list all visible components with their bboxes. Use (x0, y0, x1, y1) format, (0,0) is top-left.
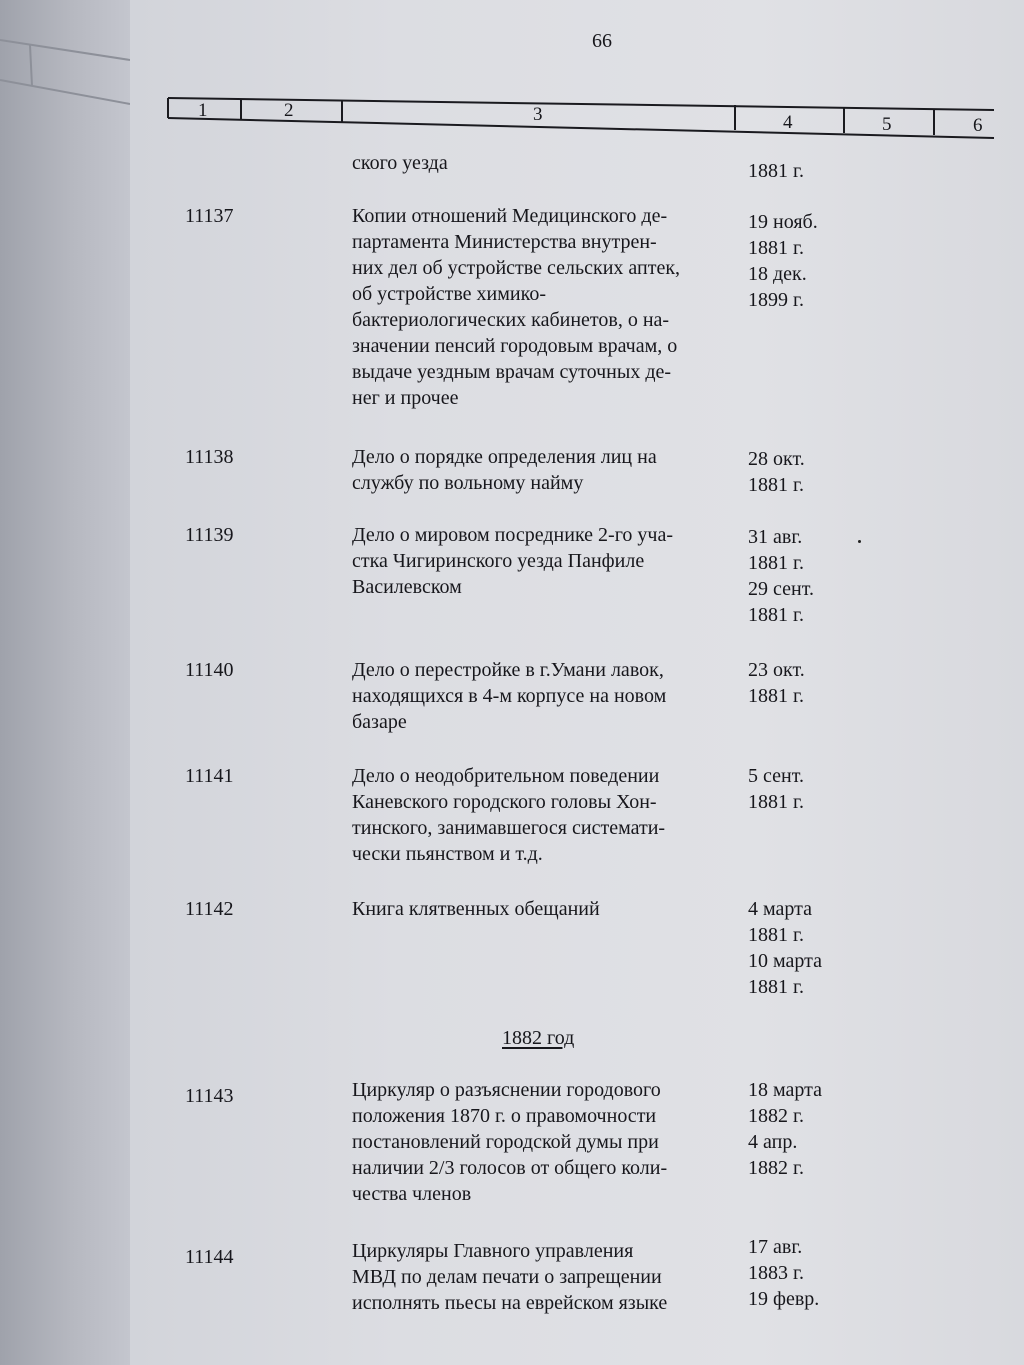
date-line: 4 апр. (748, 1131, 798, 1153)
date-line: 1881 г. (748, 552, 804, 574)
date-line: 1881 г. (748, 160, 804, 182)
date-line: 19 нояб. (748, 211, 818, 233)
entry-title (352, 444, 737, 496)
title-line: Копии отношений Медицинского де- (352, 205, 668, 227)
title-line: выдаче уездным врачам суточных де- (352, 361, 672, 383)
date-line: 1881 г. (748, 685, 804, 707)
title-line: об устройстве химико- (352, 283, 546, 305)
column-header-4: 4 (783, 112, 793, 133)
date-line: 4 марта (748, 898, 812, 920)
entry-dates (748, 209, 868, 313)
entry-title (352, 150, 737, 176)
entry-id: 11137 (185, 205, 234, 227)
entry-id: 11140 (185, 659, 234, 681)
date-line: 17 авг. (748, 1236, 803, 1258)
entry-title (352, 896, 737, 922)
date-line: 1881 г. (748, 924, 804, 946)
date-line: 28 окт. (748, 448, 805, 470)
title-line: значении пенсий городовым врачам, о (352, 335, 678, 357)
entry-title (352, 1238, 737, 1316)
date-line: 1882 г. (748, 1105, 804, 1127)
title-line: исполнять пьесы на еврейском языке (352, 1292, 668, 1314)
column-header-3: 3 (533, 104, 543, 125)
facing-page-table-edge (0, 0, 130, 140)
title-line: партамента Министерства внутрен- (352, 231, 657, 253)
column-header-1: 1 (198, 100, 208, 121)
year-heading: 1882 год (502, 1027, 575, 1049)
date-line: 29 сент. (748, 578, 814, 600)
date-line: 1881 г. (748, 604, 804, 626)
title-line: находящихся в 4-м корпусе на новом (352, 685, 667, 707)
entry-dates (748, 1077, 868, 1181)
title-line: бактериологических кабинетов, о на- (352, 309, 670, 331)
title-line: Василевском (352, 576, 462, 598)
entry-dates (748, 896, 868, 1000)
entry-id: 11143 (185, 1085, 234, 1107)
title-line: стка Чигиринского уезда Панфиле (352, 550, 645, 572)
entry-title (352, 657, 737, 735)
entry-dates (748, 657, 868, 709)
title-line: Каневского городского головы Хон- (352, 791, 657, 813)
entry-title (352, 522, 737, 600)
title-line: Дело о мировом посреднике 2-го уча- (352, 524, 674, 546)
date-line: 1899 г. (748, 289, 804, 311)
entry-id: 11142 (185, 898, 234, 920)
title-line: МВД по делам печати о запрещении (352, 1266, 662, 1288)
title-line: нег и прочее (352, 387, 459, 409)
date-line: 1881 г. (748, 976, 804, 998)
date-line: 1881 г. (748, 474, 804, 496)
book-gutter-shadow (0, 0, 130, 1365)
date-line: 10 марта (748, 950, 822, 972)
date-line: 18 дек. (748, 263, 807, 285)
entry-title (352, 763, 737, 867)
column-header-6: 6 (973, 115, 983, 136)
entry-id: 11141 (185, 765, 234, 787)
entry-dates (748, 1234, 868, 1312)
title-line: Дело о перестройке в г.Умани лавок, (352, 659, 664, 681)
entry-title (352, 203, 737, 411)
entry-id: 11144 (185, 1246, 234, 1268)
date-line: 23 окт. (748, 659, 805, 681)
date-line: 31 авг. (748, 526, 803, 548)
date-line: 1882 г. (748, 1157, 804, 1179)
entry-title (352, 1077, 737, 1207)
page-number: 66 (592, 30, 612, 52)
title-line: постановлений городской думы при (352, 1131, 659, 1153)
date-line: 1881 г. (748, 791, 804, 813)
title-line: Дело о неодобрительном поведении (352, 765, 660, 787)
title-line: Книга клятвенных обещаний (352, 898, 600, 920)
title-line: наличии 2/3 голосов от общего коли- (352, 1157, 668, 1179)
title-line: них дел об устройстве сельских аптек, (352, 257, 681, 279)
entry-dates (748, 524, 868, 628)
title-line: Циркуляры Главного управления (352, 1240, 634, 1262)
date-line: 5 сент. (748, 765, 804, 787)
entry-dates (748, 763, 868, 815)
date-line: 18 марта (748, 1079, 822, 1101)
entry-dates (748, 158, 868, 184)
column-header-5: 5 (882, 114, 892, 135)
title-line: службу по вольному найму (352, 472, 584, 494)
entry-id: 11138 (185, 446, 234, 468)
title-line: чества членов (352, 1183, 472, 1205)
column-header-2: 2 (284, 100, 294, 121)
ink-speck (858, 540, 861, 543)
date-line: 1883 г. (748, 1262, 804, 1284)
date-line: 19 февр. (748, 1288, 820, 1310)
title-line: чески пьянством и т.д. (352, 843, 543, 865)
title-line: тинского, занимавшегося системати- (352, 817, 666, 839)
title-line: ского уезда (352, 152, 448, 174)
title-line: положения 1870 г. о правомочности (352, 1105, 657, 1127)
title-line: Дело о порядке определения лиц на (352, 446, 657, 468)
title-line: Циркуляр о разъяснении городового (352, 1079, 661, 1101)
date-line: 1881 г. (748, 237, 804, 259)
entry-id: 11139 (185, 524, 234, 546)
title-line: базаре (352, 711, 407, 733)
entry-dates (748, 446, 868, 498)
